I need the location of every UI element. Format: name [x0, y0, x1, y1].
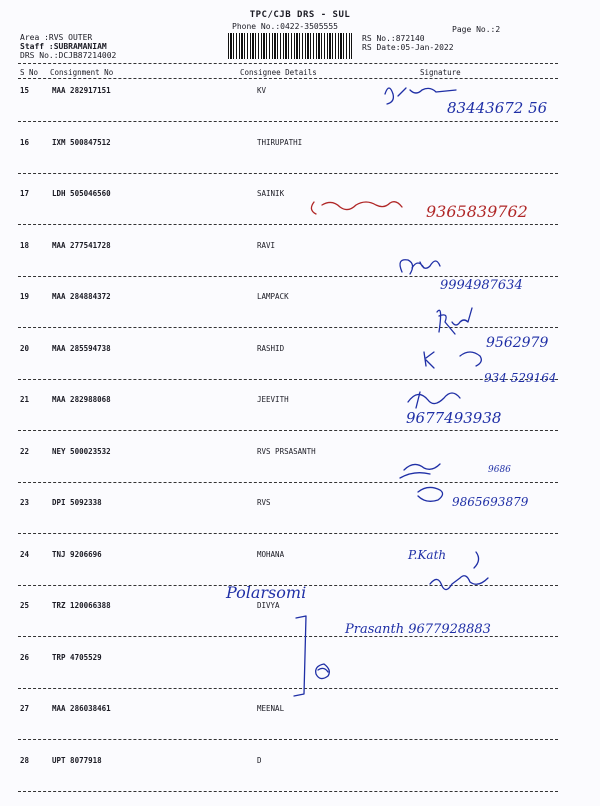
serial-number: 26 — [20, 652, 30, 662]
serial-number: 21 — [20, 395, 30, 404]
consignment-number: MAA 285594738 — [52, 343, 111, 353]
phone-handwritten: 9994987634 — [440, 278, 523, 293]
serial-number: 19 — [20, 292, 30, 301]
serial-number: 23 — [20, 498, 30, 507]
area-label: Area :RVS OUTER — [20, 33, 93, 42]
consignment-number: TRP 4705529 — [52, 652, 102, 662]
phone-handwritten: 9562979 — [486, 335, 549, 351]
consignee-name: RVS PRSASANTH — [257, 446, 316, 456]
phone-handwritten: Prasanth 9677928883 — [345, 622, 491, 637]
column-header-consignee: Consignee Details — [240, 68, 317, 77]
consignment-number: MAA 277541728 — [52, 240, 111, 250]
signature-mark — [424, 352, 481, 368]
consignee-name: RASHID — [257, 343, 285, 353]
serial-number: 20 — [20, 343, 30, 353]
rs-date: RS Date:05-Jan-2022 — [362, 43, 454, 52]
drs-number: DRS No.:DCJB87214002 — [20, 51, 117, 60]
serial-number: 28 — [20, 755, 30, 765]
staff-label: Staff :SUBRAMANIAM — [20, 42, 107, 51]
serial-number: 17 — [20, 189, 30, 198]
phone-handwritten: 934 529164 — [484, 371, 557, 385]
consignee-name: DIVYA — [257, 601, 280, 610]
signature-mark — [408, 392, 460, 408]
serial-number: 15 — [20, 86, 30, 95]
signature-mark — [385, 88, 456, 104]
consignee-name: MOHANA — [257, 549, 285, 559]
phone-handwritten: 9677493938 — [406, 409, 502, 427]
consignment-number: LDH 505046560 — [52, 189, 111, 198]
serial-number: 27 — [20, 704, 30, 713]
signature-mark — [400, 464, 440, 478]
signature-name: Polarsomi — [226, 583, 307, 602]
consignee-name: THIRUPATHI — [257, 137, 303, 147]
consignment-number: MAA 286038461 — [52, 704, 111, 713]
signature-name: P.Kath — [408, 548, 447, 562]
serial-number: 22 — [20, 446, 30, 456]
consignee-name: RVS — [257, 498, 271, 507]
signature-mark — [418, 487, 443, 501]
consignment-number: UPT 8077918 — [52, 755, 102, 765]
signature-mark — [437, 308, 472, 334]
consignment-number: IXM 500847512 — [52, 137, 111, 147]
rs-number: RS No.:872140 — [362, 34, 425, 43]
consignee-name: SAINIK — [257, 189, 285, 198]
document-title: TPC/CJB DRS - SUL — [249, 10, 351, 20]
consignee-name: D — [257, 755, 262, 765]
consignee-name: LAMPACK — [257, 292, 289, 301]
column-header-consignment: Consignment No — [50, 68, 114, 77]
column-header-sno: S No — [20, 68, 39, 77]
serial-number: 16 — [20, 137, 30, 147]
consignment-number: NEY 500023532 — [52, 446, 111, 456]
consignment-number: MAA 284884372 — [52, 292, 111, 301]
consignee-name: MEENAL — [257, 704, 285, 713]
consignee-name: KV — [257, 86, 267, 95]
page-number: Page No.:2 — [452, 25, 501, 34]
consignment-number: TRZ 120066388 — [52, 601, 111, 610]
consignment-number: MAA 282988068 — [52, 395, 111, 404]
consignee-name: RAVI — [257, 240, 276, 250]
serial-number: 25 — [20, 601, 30, 610]
consignment-number: TNJ 9206696 — [52, 549, 102, 559]
phone-handwritten: 9865693879 — [452, 495, 529, 509]
consignment-number: DPI 5092338 — [52, 498, 102, 507]
column-header-signature: Signature — [420, 68, 461, 77]
phone-handwritten: 9686 — [488, 465, 511, 475]
signature-mark — [400, 260, 440, 274]
consignee-name: JEEVITH — [257, 395, 289, 404]
consignment-number: MAA 282917151 — [52, 86, 111, 95]
serial-number: 18 — [20, 240, 30, 250]
phone-handwritten: 83443672 56 — [447, 99, 548, 117]
bracket-mark — [294, 616, 306, 696]
serial-number: 24 — [20, 549, 30, 559]
phone-handwritten: 9365839762 — [426, 202, 528, 221]
signature-mark — [316, 664, 330, 679]
signature-mark — [311, 202, 402, 214]
phone-number: Phone No.:0422-3505555 — [232, 22, 338, 31]
